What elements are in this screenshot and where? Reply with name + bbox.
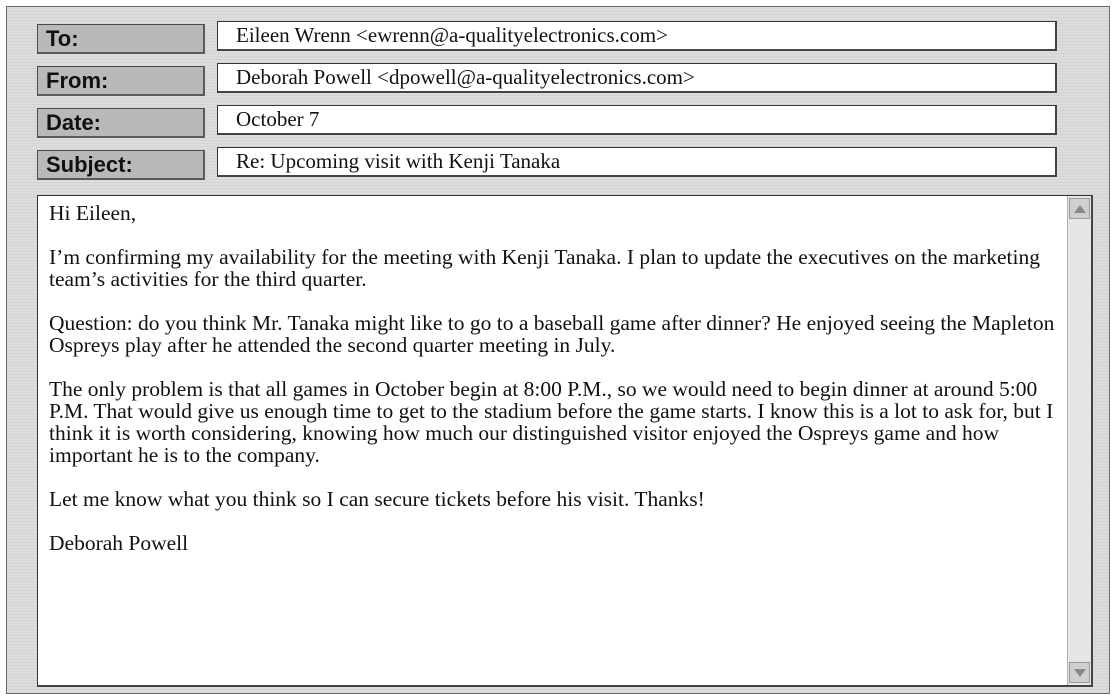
message-paragraph: Question: do you think Mr. Tanaka might like to go to a baseball game after dinner? He enjoyed seeing the Mapleton Ospreys play after he attended the second quarter meeting in July.: [49, 311, 1055, 357]
message-paragraph: Let me know what you think so I can secure tickets before his visit. Thanks!: [49, 487, 705, 511]
message-greeting: Hi Eileen,: [49, 201, 137, 225]
arrow-down-icon: [1074, 669, 1086, 677]
vertical-scrollbar[interactable]: [1067, 196, 1091, 685]
from-label: From:: [37, 66, 205, 96]
arrow-up-icon: [1074, 205, 1086, 213]
subject-label: Subject:: [37, 150, 205, 180]
message-paragraph: I’m confirming my availability for the meeting with Kenji Tanaka. I plan to update the executives on the marketing team’s activities for the third quarter.: [49, 245, 1040, 291]
to-row: [37, 21, 1059, 55]
date-field[interactable]: October 7: [217, 105, 1057, 135]
to-label: To:: [37, 24, 205, 54]
date-label: Date:: [37, 108, 205, 138]
email-window: [6, 6, 1110, 694]
from-row: [37, 63, 1059, 97]
message-signature: Deborah Powell: [49, 531, 189, 555]
from-field[interactable]: Deborah Powell <dpowell@a-qualityelectronics.com>: [217, 63, 1057, 93]
message-body[interactable]: [37, 195, 1093, 687]
to-field[interactable]: Eileen Wrenn <ewrenn@a-qualityelectronics.com>: [217, 21, 1057, 51]
scroll-down-button[interactable]: [1069, 662, 1090, 683]
subject-field[interactable]: Re: Upcoming visit with Kenji Tanaka: [217, 147, 1057, 177]
subject-row: [37, 147, 1059, 181]
message-paragraph: The only problem is that all games in October begin at 8:00 P.M., so we would need to begin dinner at around 5:00 P.M. That would give us enough time to get to the stadium before the game starts. I know this is a lot to ask for, but I think it is worth considering, knowing how much our distinguished visitor enjoyed the Ospreys game and how important he is to the company.: [49, 377, 1054, 467]
date-row: [37, 105, 1059, 139]
scroll-up-button[interactable]: [1069, 198, 1090, 219]
message-text: [49, 202, 1059, 554]
